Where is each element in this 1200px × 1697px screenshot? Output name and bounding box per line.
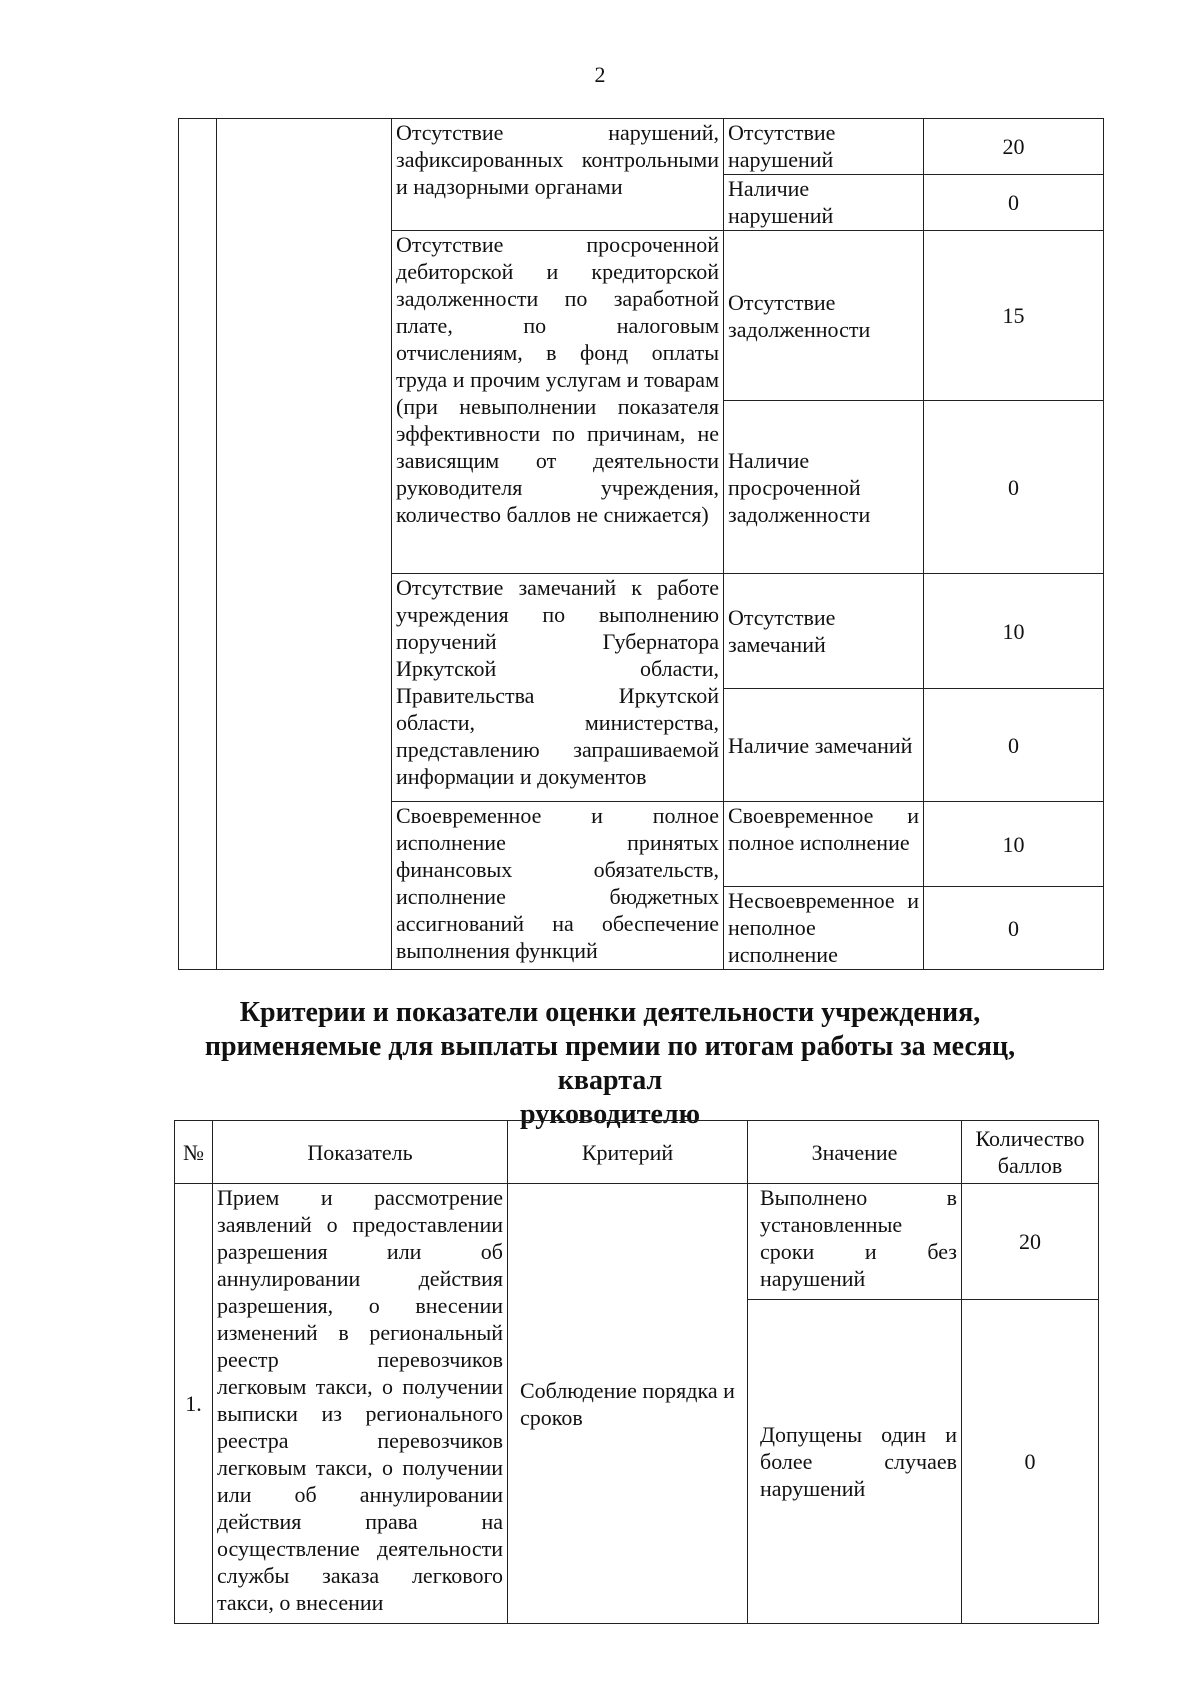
header-criterion: Критерий (508, 1121, 748, 1184)
table-cell-value: Несвоевременное и неполное исполнение (724, 887, 924, 970)
table-cell-points: 0 (924, 175, 1104, 231)
table-cell-value: Отсутствие задолженности (724, 231, 924, 401)
heading-line: Критерии и показатели оценки деятельности учреждения, (239, 997, 981, 1028)
table-cell-indicator: Своевременное и полное исполнение принятых финансовых обязательств, исполнение бюджетных ассигнований на обеспечение выполнения функций (392, 802, 724, 970)
table-cell-points: 10 (924, 802, 1104, 887)
criteria-table (174, 1120, 1099, 1624)
table-cell-value: Своевременное и полное исполнение (724, 802, 924, 887)
table-cell-points: 20 (962, 1184, 1099, 1300)
header-number: № (175, 1121, 213, 1184)
criteria-table-continued (178, 118, 1104, 970)
table-cell-number: 1. (175, 1184, 213, 1624)
table-cell-value: Наличие просроченной задолженности (724, 401, 924, 574)
page-number: 2 (594, 62, 606, 87)
table-cell-value: Отсутствие нарушений (724, 119, 924, 175)
table-cell-points: 0 (924, 887, 1104, 970)
indicator-column-cell (217, 119, 392, 970)
table-cell-points: 15 (924, 231, 1104, 401)
heading-line: руководителю (520, 1099, 700, 1130)
table-cell-value: Допущены один и более случаев нарушений (748, 1300, 962, 1624)
header-indicator: Показатель (213, 1121, 508, 1184)
table-cell-points: 0 (924, 401, 1104, 574)
table-cell-indicator: Прием и рассмотрение заявлений о предоставлении разрешения или об аннулировании действия разрешения, о внесении изменений в региональный реестр перевозчиков легковым такси, о получении выписки из регионального реестра перевозчиков легковым такси, о получении или об аннулировании действия права на осуществление деятельности службы заказа легкового такси, о внесении (213, 1184, 508, 1624)
table-cell-points: 0 (962, 1300, 1099, 1624)
table-cell-value: Наличие замечаний (724, 689, 924, 802)
table-cell-points: 20 (924, 119, 1104, 175)
table-cell-points: 0 (924, 689, 1104, 802)
number-column-cell (179, 119, 217, 970)
table-cell-criterion: Соблюдение порядка и сроков (508, 1184, 748, 1624)
header-value: Значение (748, 1121, 962, 1184)
heading-line: применяемые для выплаты премии по итогам работы за месяц, квартал (204, 1031, 1016, 1096)
table-cell-points: 10 (924, 574, 1104, 689)
table-cell-value: Наличие нарушений (724, 175, 924, 231)
table-cell-indicator: Отсутствие замечаний к работе учреждения по выполнению поручений Губернатора Иркутской области, Правительства Иркутской области, министерства, представлению запрашиваемой информации и документов (392, 574, 724, 802)
table-cell-indicator: Отсутствие нарушений, зафиксированных контрольными и надзорными органами (392, 119, 724, 231)
section-heading (150, 996, 1070, 1132)
table-cell-value: Выполнено в установленные сроки и без нарушений (748, 1184, 962, 1300)
header-points: Количество баллов (962, 1121, 1099, 1184)
table-cell-indicator: Отсутствие просроченной дебиторской и кредиторской задолженности по заработной плате, по налоговым отчислениям, в фонд оплаты труда и прочим услугам и товарам (при невыполнении показателя эффективности по причинам, не зависящим от деятельности руководителя учреждения, количество баллов не снижается) (392, 231, 724, 574)
table-cell-value: Отсутствие замечаний (724, 574, 924, 689)
